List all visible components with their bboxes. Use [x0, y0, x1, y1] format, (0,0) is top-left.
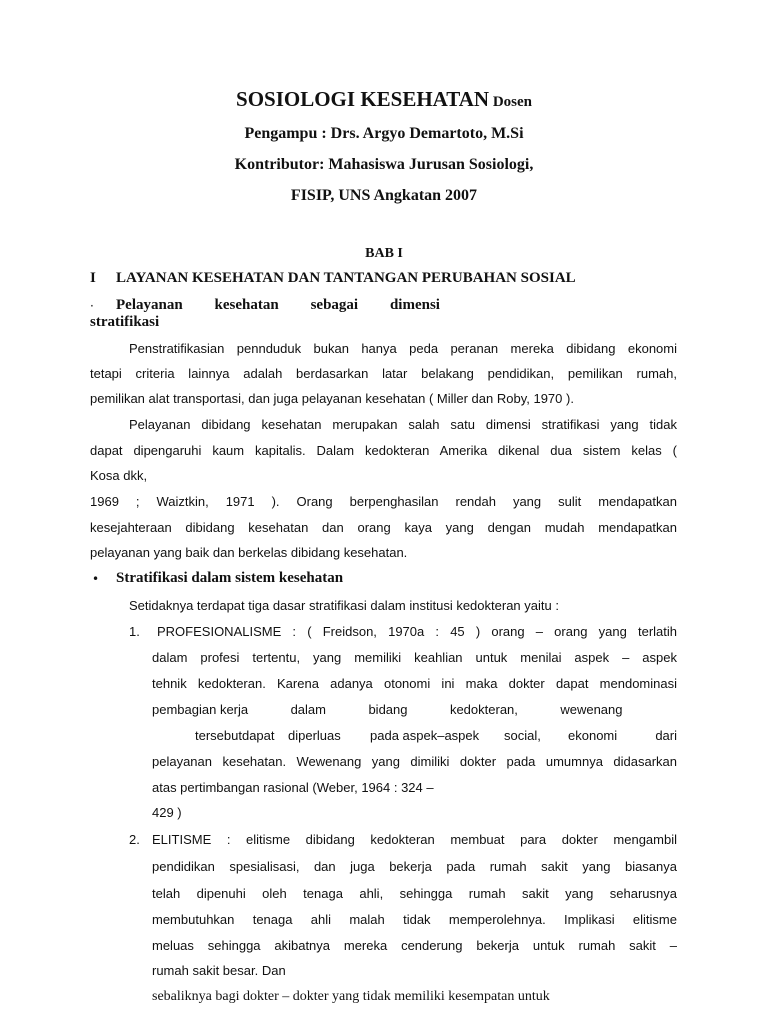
heading-word: kesehatan: [214, 297, 279, 313]
item2-line: meluas sehingga akibatnya mereka cenderung bekerja untuk rumah sakit –: [152, 938, 677, 953]
item2-line: rumah sakit besar. Dan: [152, 963, 286, 978]
paragraph-line: Penstratifikasian pennduduk bukan hanya peda peranan mereka dibidang ekonomi: [129, 341, 677, 356]
bab-label: BAB I: [365, 246, 403, 261]
item1-line: 429 ): [152, 805, 182, 820]
row-word: bidang: [368, 702, 408, 717]
heading-word: sebagai: [310, 297, 359, 313]
item2-line: membutuhkan tenaga ahli malah tidak memperolehnya. Implikasi elitisme: [152, 912, 677, 927]
row-word: dari: [655, 728, 677, 743]
paragraph-line: Kosa dkk,: [90, 468, 148, 483]
paragraph-line: Pelayanan dibidang kesehatan merupakan salah satu dimensi stratifikasi yang tidak: [129, 417, 677, 432]
item1-number: 1.: [129, 624, 140, 639]
kontributor-line: Kontributor: Mahasiswa Jurusan Sosiologi,: [234, 156, 534, 173]
item2-line: telah dipenuhi oleh tenaga ahli, sehingga rumah sakit yang seharusnya: [152, 886, 677, 901]
item1-line: tehnik kedokteran. Karena adanya otonomi ini maka dokter dapat mendominasi: [152, 676, 677, 691]
section2-heading: Stratifikasi dalam sistem kesehatan: [116, 570, 344, 586]
item2-line: pendidikan spesialisasi, dan juga bekerja pada rumah sakit yang biasanya: [152, 859, 677, 874]
paragraph-line: pelayanan yang baik dan berkelas dibidang kesehatan.: [90, 545, 408, 560]
item1-line: PROFESIONALISME : ( Freidson, 1970a : 45 ) orang – orang yang terlatih: [157, 624, 677, 639]
paragraph-line: kesejahteraan dibidang kesehatan dan orang kaya yang dengan mudah mendapatkan: [90, 520, 677, 535]
row-word: ekonomi: [568, 728, 618, 743]
row-word: kedokteran,: [449, 702, 518, 717]
item2-line: ELITISME : elitisme dibidang kedokteran membuat para dokter mengambil: [152, 832, 677, 847]
row-word: tersebutdapat: [195, 728, 275, 743]
document-title: [0, 89, 768, 112]
paragraph-line: dapat dipengaruhi kaum kapitalis. Dalam kedokteran Amerika dikenal dua sistem kelas (: [90, 443, 677, 458]
section1-heading-cont: stratifikasi: [90, 314, 160, 330]
pengampu-line: Pengampu : Drs. Argyo Demartoto, M.Si: [244, 125, 524, 142]
item2-number: 2.: [129, 832, 140, 847]
heading-word: dimensi: [389, 297, 440, 313]
bab-number: I: [90, 270, 96, 286]
item1-line: pelayanan kesehatan. Wewenang yang dimiliki dokter pada umumnya didasarkan: [152, 754, 677, 769]
row-word: pada aspek–aspek: [370, 728, 480, 743]
section1-bullet: ·: [90, 299, 94, 313]
section2-intro: Setidaknya terdapat tiga dasar stratifikasi dalam institusi kedokteran yaitu :: [129, 598, 559, 613]
paragraph-line: 1969 ; Waiztkin, 1971 ). Orang berpenghasilan rendah yang sulit mendapatkan: [90, 494, 677, 509]
section1-heading: [116, 295, 440, 315]
row-word: diperluas: [288, 728, 341, 743]
title-main: SOSIOLOGI KESEHATAN: [236, 87, 490, 111]
bab-title: LAYANAN KESEHATAN DAN TANTANGAN PERUBAHAN SOSIAL: [116, 270, 576, 286]
title-dosen: Dosen: [492, 94, 532, 110]
row-word: wewenang: [560, 702, 623, 717]
item1-row-spaced: [152, 700, 677, 720]
fisip-line: FISIP, UNS Angkatan 2007: [290, 187, 478, 204]
item1-line: atas pertimbangan rasional (Weber, 1964 : 324 –: [152, 780, 434, 795]
row-word: dalam: [290, 702, 326, 717]
row-word: pembagian kerja: [152, 702, 249, 717]
item2-line: sebaliknya bagi dokter – dokter yang tidak memiliki kesempatan untuk: [152, 989, 550, 1004]
paragraph-line: pemilikan alat transportasi, dan juga pelayanan kesehatan ( Miller dan Roby, 1970 ).: [90, 391, 574, 406]
row-word: social,: [504, 728, 541, 743]
heading-word: Pelayanan: [116, 297, 183, 313]
item1-line: dalam profesi tertentu, yang memiliki keahlian untuk menilai aspek – aspek: [152, 650, 677, 665]
section2-bullet: •: [92, 572, 100, 586]
paragraph-line: tetapi criteria lainnya adalah berdasarkan latar belakang pendidikan, pemilikan rumah,: [90, 366, 677, 381]
